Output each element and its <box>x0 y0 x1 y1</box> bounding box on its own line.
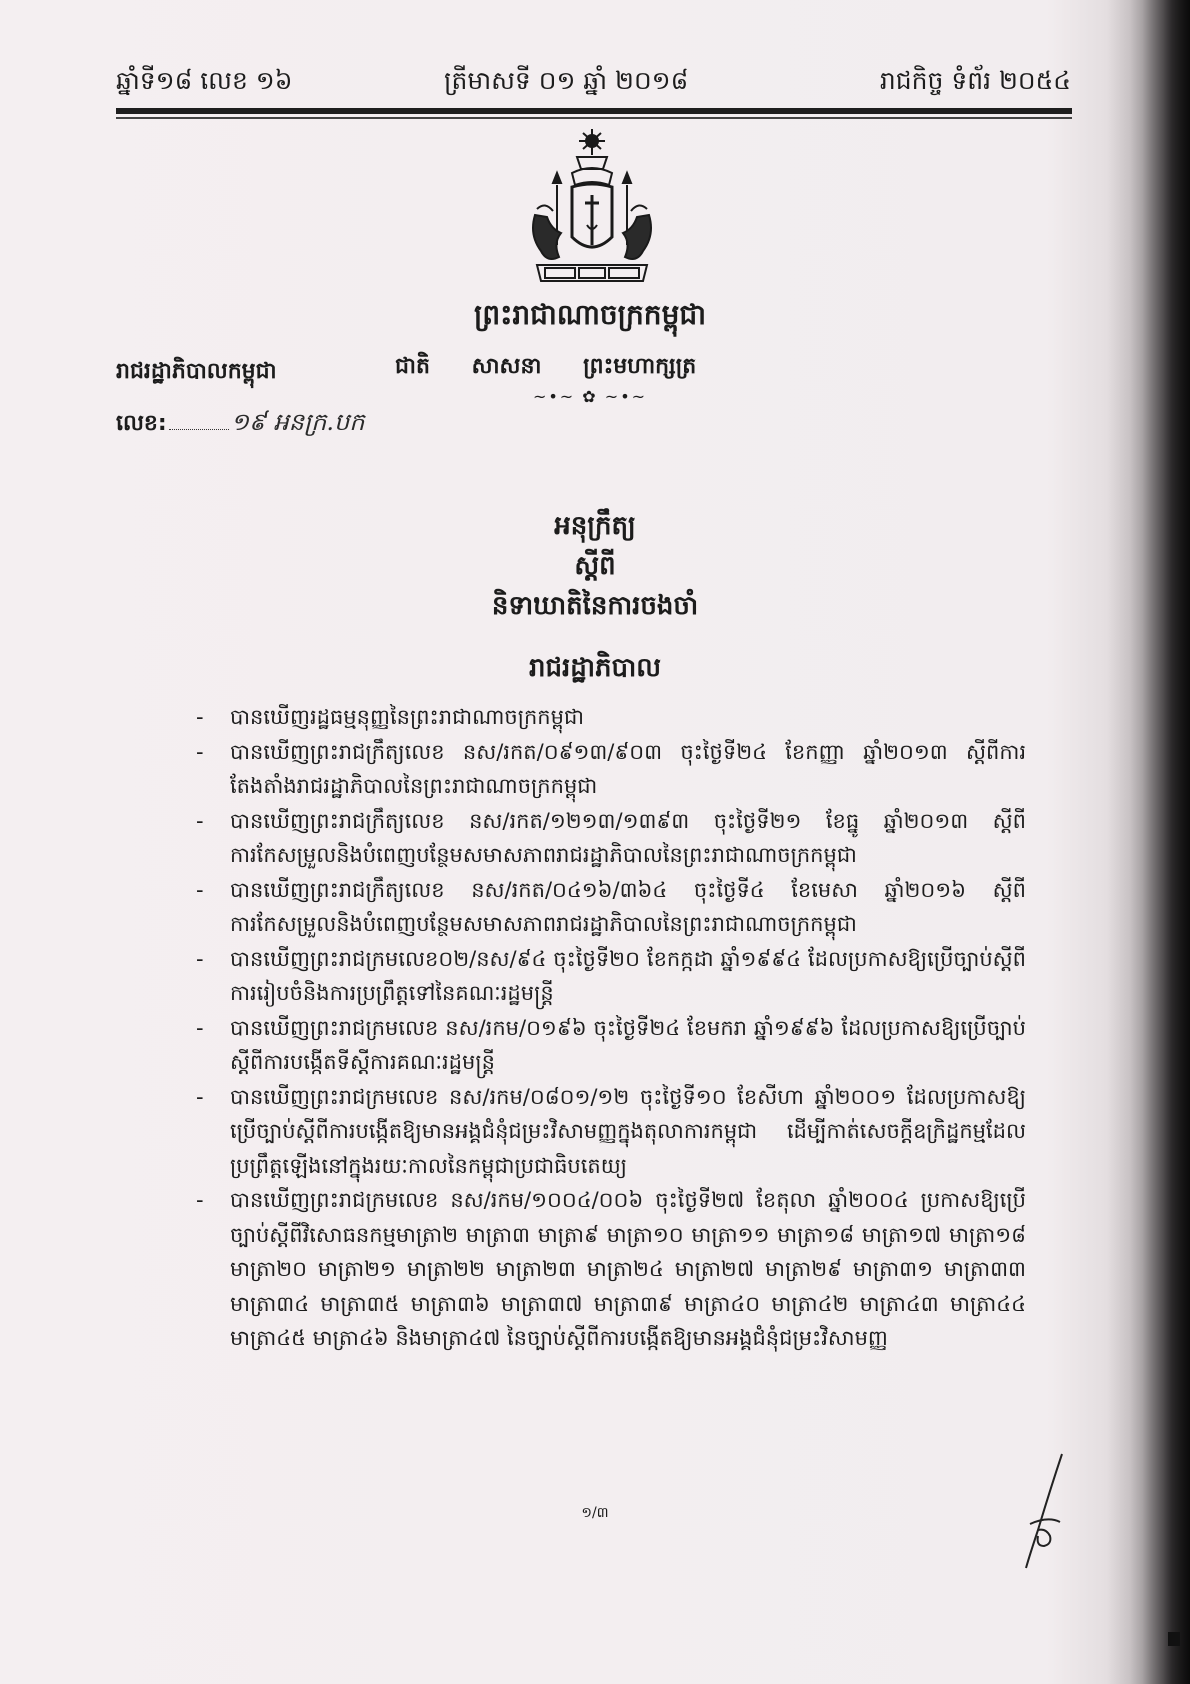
reference-value: ១៩ អនក្រ.បក <box>230 408 365 436</box>
header-rule-thin <box>116 117 1072 119</box>
gazette-page-ref: រាជកិច្ច ទំព័រ ២០៥៤ <box>879 66 1071 95</box>
gazette-header <box>116 66 1071 106</box>
title-line-1: អនុក្រឹត្យ <box>554 511 636 541</box>
preamble-clauses <box>196 700 1026 1356</box>
clause-item: - បានឃើញព្រះរាជក្រមលេខ នស/រកម/០១៩៦ ចុះថ្ងៃទី២៤ ខែមករា ឆ្នាំ១៩៩៦ ដែលប្រកាសឱ្យប្រើច្បាប់ស្តីពីការបង្កើតទីស្តីការគណៈរដ្ឋមន្ត្រី <box>196 1011 1026 1080</box>
sub-decree-title <box>395 506 795 626</box>
issuer-name: រាជរដ្ឋាភិបាលកម្ពុជា <box>116 359 277 384</box>
clause-item: - បានឃើញរដ្ឋធម្មនុញ្ញនៃព្រះរាជាណាចក្រកម្ពុជា <box>196 700 1026 735</box>
royal-coat-of-arms-emblem <box>517 125 667 290</box>
government-heading: រាជរដ្ឋាភិបាល <box>528 653 662 683</box>
clause-item: - បានឃើញព្រះរាជក្រមលេខ នស/រកម/០៨០១/១២ ចុះថ្ងៃទី១០ ខែសីហា ឆ្នាំ២០០១ ដែលប្រកាសឱ្យប្រើច្បាប់ស្តីពីការបង្កើតឱ្យមានអង្គជំនុំជម្រះវិសាមញ្ញក្នុងតុលាការកម្ពុជា ដើម្បីកាត់សេចក្តីឧក្រិដ្ឋកម្មដែលប្រព្រឹត្តឡើងនៅក្នុងរយៈកាលនៃកម្ពុជាប្រជាធិបតេយ្យ <box>196 1080 1026 1184</box>
clause-item: - បានឃើញព្រះរាជក្រឹត្យលេខ នស/រកត/១២១៣/១៣៩៣ ចុះថ្ងៃទី២១ ខែធ្នូ ឆ្នាំ២០១៣ ស្តីពីការកែសម្រួលនិងបំពេញបន្ថែមសមាសភាពរាជរដ្ឋាភិបាលនៃព្រះរាជាណាចក្រកម្ពុជា <box>196 804 1026 873</box>
reference-label: លេខ: <box>116 411 167 436</box>
title-line-2: ស្តីពី <box>574 551 616 581</box>
reference-number <box>116 407 364 442</box>
reference-dotted-line <box>169 429 229 430</box>
motto-nation: ជាតិ <box>395 354 430 379</box>
motto-ornament: ~•~ ✿ ~•~ <box>532 387 648 406</box>
gazette-issue: ឆ្នាំទី១៨ លេខ ១៦ <box>116 66 293 95</box>
clause-item: - បានឃើញព្រះរាជក្រឹត្យលេខ នស/រកត/០៤១៦/៣៦៤ ចុះថ្ងៃទី៤ ខែមេសា ឆ្នាំ២០១៦ ស្តីពីការកែសម្រួលនិងបំពេញបន្ថែមសមាសភាពរាជរដ្ឋាភិបាលនៃព្រះរាជាណាចក្រកម្ពុជា <box>196 873 1026 942</box>
motto-religion: សាសនា <box>471 354 542 379</box>
title-line-3: និទាឃាតិនៃការចងចាំ <box>491 591 699 621</box>
kingdom-name: ព្រះរាជាណាចក្រកម្ពុជា <box>473 298 706 331</box>
clause-item: - បានឃើញព្រះរាជក្រមលេខ នស/រកម/១០០៤/០០៦ ចុះថ្ងៃទី២៧ ខែតុលា ឆ្នាំ២០០៤ ប្រកាសឱ្យប្រើច្បាប់ស្តីពីវិសោធនកម្មមាត្រា២ មាត្រា៣ មាត្រា៩ មាត្រា១០ មាត្រា១១ មាត្រា១៨ មាត្រា១៧ មាត្រា១៨ មាត្រា២០ មាត្រា២១ មាត្រា២២ មាត្រា២៣ មាត្រា២៤ មាត្រា២៧ មាត្រា២៩ មាត្រា៣១ មាត្រា៣៣ មាត្រា៣៤ មាត្រា៣៥ មាត្រា៣៦ មាត្រា៣៧ មាត្រា៣៩ មាត្រា៤០ មាត្រា៤២ មាត្រា៤៣ មាត្រា៤៤ មាត្រា៤៥ មាត្រា៤៦ និងមាត្រា៤៧ នៃច្បាប់ស្តីពីការបង្កើតឱ្យមានអង្គជំនុំជម្រះវិសាមញ្ញ <box>196 1183 1026 1356</box>
clause-item: - បានឃើញព្រះរាជក្រឹត្យលេខ នស/រកត/០៩១៣/៩០៣ ចុះថ្ងៃទី២៤ ខែកញ្ញា ឆ្នាំ២០១៣ ស្តីពីការតែងតាំងរាជរដ្ឋាភិបាលនៃព្រះរាជាណាចក្រកម្ពុជា <box>196 735 1026 804</box>
handwritten-initial-signature <box>1020 1450 1090 1570</box>
page-number: ១/៣ <box>581 1505 609 1521</box>
national-motto <box>395 352 815 384</box>
header-rule-thick <box>116 108 1072 114</box>
motto-king: ព្រះមហាក្សត្រ <box>583 354 697 379</box>
clause-item: - បានឃើញព្រះរាជក្រមលេខ០២/នស/៩៤ ចុះថ្ងៃទី២០ ខែកក្កដា ឆ្នាំ១៩៩៤ ដែលប្រកាសឱ្យប្រើច្បាប់ស្តីពីការរៀបចំនិងការប្រព្រឹត្តទៅនៃគណៈរដ្ឋមន្ត្រី <box>196 942 1026 1011</box>
scan-corner-mark <box>1168 1632 1180 1646</box>
scan-edge-shadow <box>1130 0 1190 1684</box>
gazette-quarter: ត្រីមាសទី ០១ ឆ្នាំ ២០១៨ <box>444 66 689 95</box>
